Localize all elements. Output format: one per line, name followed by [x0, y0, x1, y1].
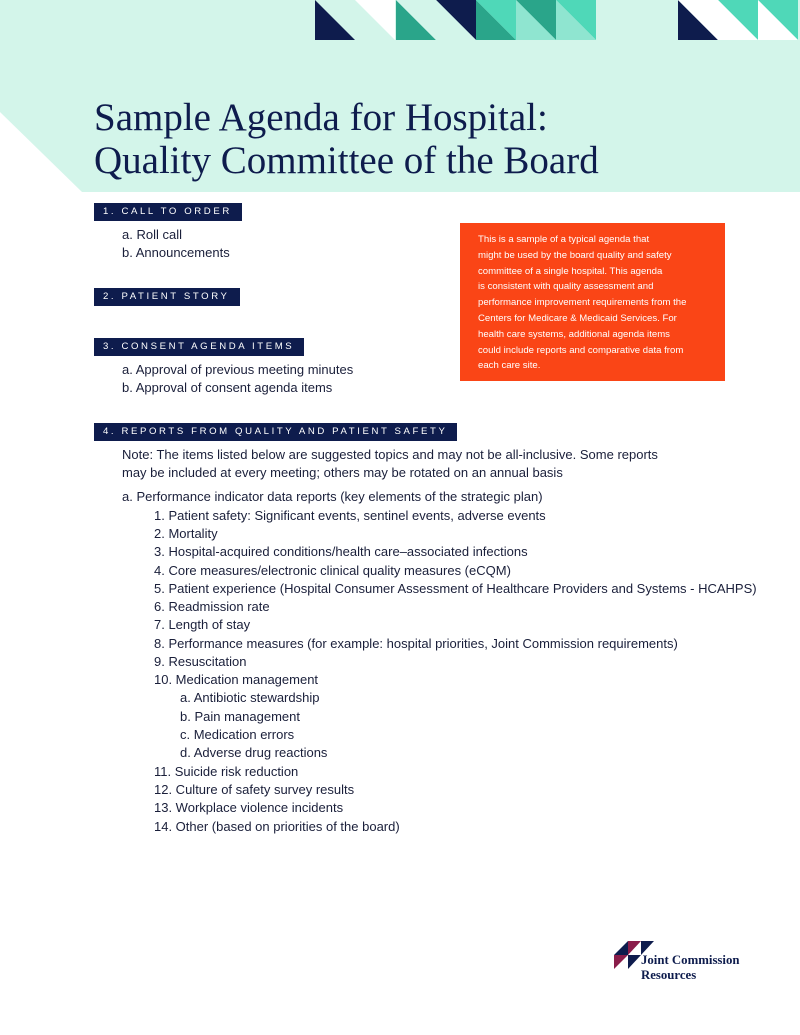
callout-line: could include reports and comparative data from [478, 344, 684, 356]
callout-line: committee of a single hospital. This agenda [478, 265, 663, 277]
callout-line: each care site. [478, 360, 541, 372]
page-title [94, 96, 599, 182]
sub-list-item: d. Adverse drug reactions [180, 745, 328, 760]
info-callout [460, 223, 725, 381]
callout-line: might be used by the board quality and safety [478, 249, 672, 261]
agenda-item: b. Approval of consent agenda items [122, 380, 333, 395]
agenda-item: a. Roll call [122, 227, 182, 242]
list-item: 4. Core measures/electronic clinical quality measures (eCQM) [154, 563, 511, 578]
decorative-triangle-icon [315, 0, 355, 40]
list-item: 8. Performance measures (for example: hospital priorities, Joint Commission requirements) [154, 636, 678, 651]
decorative-triangle-icon [476, 0, 516, 40]
section-header-patient-story: 2. PATIENT STORY [94, 288, 240, 306]
decorative-triangle-icon [556, 0, 596, 40]
callout-line: Centers for Medicare & Medicaid Services. For [478, 312, 677, 324]
section-header-call-to-order: 1. CALL TO ORDER [94, 203, 242, 221]
logo-line-1: Joint Commission [641, 953, 740, 967]
note-text: may be included at every meeting; others may be rotated on an annual basis [122, 465, 563, 480]
decorative-triangle-icon [436, 0, 476, 40]
title-line-1: Sample Agenda for Hospital: [94, 96, 548, 139]
list-item: 2. Mortality [154, 526, 218, 541]
title-line-2: Quality Committee of the Board [94, 139, 599, 182]
decorative-triangle-icon [516, 0, 556, 40]
list-item: 6. Readmission rate [154, 599, 270, 614]
sub-list-item: c. Medication errors [180, 727, 295, 742]
section-header-reports: 4. REPORTS FROM QUALITY AND PATIENT SAFETY [94, 423, 457, 441]
callout-line: is consistent with quality assessment and [478, 281, 654, 293]
sub-list-item: b. Pain management [180, 709, 300, 724]
decorative-triangle-icon [678, 0, 718, 40]
list-item: 12. Culture of safety survey results [154, 782, 355, 797]
note-text: Note: The items listed below are suggested topics and may not be all-inclusive. Some reports [122, 447, 658, 462]
list-item: 1. Patient safety: Significant events, sentinel events, adverse events [154, 508, 546, 523]
list-item: 13. Workplace violence incidents [154, 800, 344, 815]
list-item: 5. Patient experience (Hospital Consumer Assessment of Healthcare Providers and Systems - HCAHPS) [154, 581, 757, 596]
callout-line: health care systems, additional agenda items [478, 328, 670, 340]
callout-line: This is a sample of a typical agenda that [478, 234, 650, 245]
list-item: 3. Hospital-acquired conditions/health care–associated infections [154, 544, 528, 559]
list-item: 11. Suicide risk reduction [154, 764, 299, 779]
agenda-item: b. Announcements [122, 245, 230, 260]
decorative-triangle-icon [718, 0, 758, 40]
banner-corner-cut [0, 112, 82, 192]
decorative-triangle-icon [758, 0, 798, 40]
decorative-triangle-icon [396, 0, 436, 40]
decorative-triangle-icon [355, 0, 395, 40]
callout-line: performance improvement requirements from the [478, 297, 687, 309]
agenda-item: a. Approval of previous meeting minutes [122, 362, 354, 377]
list-item: 10. Medication management [154, 672, 319, 687]
list-item: 14. Other (based on priorities of the board) [154, 819, 400, 834]
section-header-consent-agenda: 3. CONSENT AGENDA ITEMS [94, 338, 304, 356]
list-item: 9. Resuscitation [154, 654, 247, 669]
list-item: 7. Length of stay [154, 617, 251, 632]
logo-line-2: Resources [641, 968, 697, 982]
sub-list-item: a. Antibiotic stewardship [180, 690, 320, 705]
agenda-item: a. Performance indicator data reports (key elements of the strategic plan) [122, 489, 543, 504]
brand-logo [641, 953, 739, 983]
